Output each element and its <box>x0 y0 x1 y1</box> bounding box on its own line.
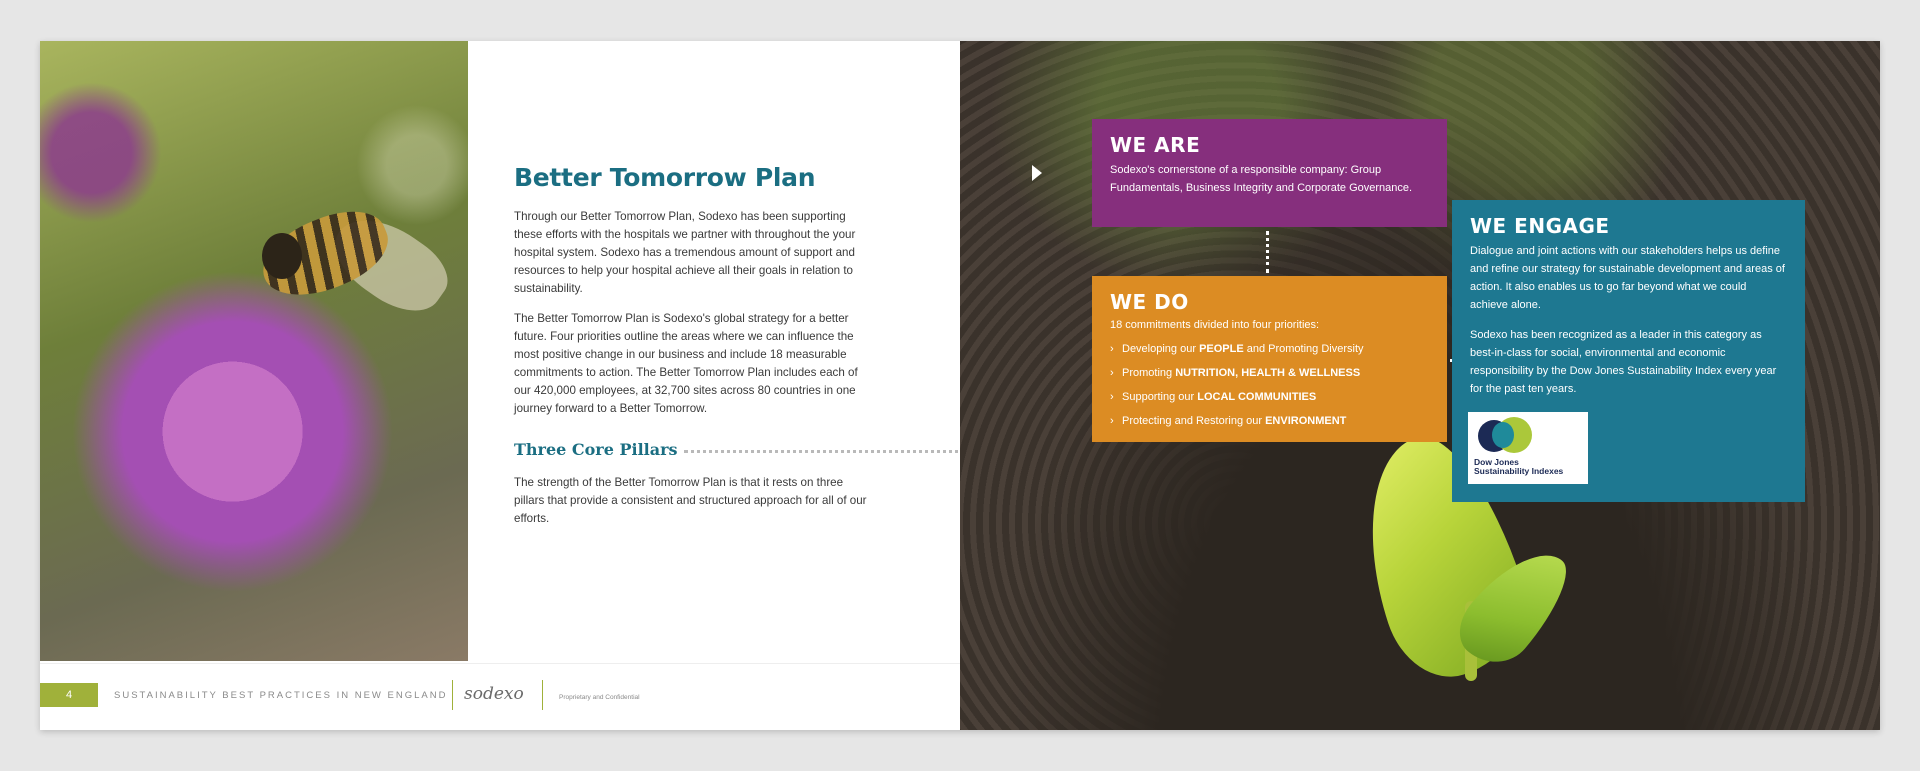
page-title: Better Tomorrow Plan <box>514 163 816 192</box>
list-item: › Promoting NUTRITION, HEALTH & WELLNESS <box>1110 364 1429 382</box>
we-do-heading: WE DO <box>1110 290 1189 314</box>
priorities-list <box>1110 340 1429 430</box>
bee-head <box>262 233 302 279</box>
chevron-right-icon: › <box>1110 391 1114 403</box>
we-are-heading: WE ARE <box>1110 133 1201 157</box>
we-do-intro: 18 commitments divided into four priorities: <box>1110 319 1320 331</box>
we-engage-box <box>1452 200 1805 502</box>
recognition-text: Sodexo has been recognized as a leader in this category as best-in-class for social, environmental and economic responsibility by the Dow Jones Sustainability Index every year for the past ten years. <box>1470 329 1777 395</box>
chevron-right-icon: › <box>1110 367 1114 379</box>
left-page <box>40 41 960 730</box>
pillars-paragraph: The strength of the Better Tomorrow Plan is that it rests on three pillars that provide a consistent and structured approach for all of our efforts. <box>514 476 867 525</box>
dj-logo-text: Dow Jones Sustainability Indexes <box>1474 457 1564 476</box>
we-do-box <box>1092 276 1447 442</box>
list-item: › Developing our PEOPLE and Promoting Diversity <box>1110 340 1429 358</box>
list-item: › Supporting our LOCAL COMMUNITIES <box>1110 388 1429 406</box>
dj-logo-circle <box>1492 422 1514 448</box>
intro-paragraph: Through our Better Tomorrow Plan, Sodexo has been supporting these efforts with the hospitals we partner with throughout the your hospital system. Sodexo has a tremendous amount of support and resources to help your hospital achieve all their goals in relation to sustainability. <box>514 210 856 295</box>
confidential-note: Proprietary and Confidential <box>559 694 640 701</box>
dow-jones-logo <box>1468 412 1588 484</box>
page-footer <box>40 663 960 730</box>
section-subhead: Three Core Pillars <box>514 440 682 459</box>
page-number: 4 <box>40 683 98 707</box>
bee-flower-photo <box>40 41 468 661</box>
chevron-right-icon: › <box>1110 343 1114 355</box>
arrow-right-icon <box>1032 165 1042 181</box>
left-content <box>514 163 874 540</box>
footer-title: SUSTAINABILITY BEST PRACTICES IN NEW ENGLAND <box>114 690 448 701</box>
we-are-box <box>1092 119 1447 227</box>
list-item: › Protecting and Restoring our ENVIRONMENT <box>1110 412 1429 430</box>
footer-divider <box>452 680 453 710</box>
footer-divider <box>542 680 543 710</box>
we-engage-heading: WE ENGAGE <box>1470 214 1610 238</box>
brochure-spread <box>40 41 1880 730</box>
right-page <box>960 41 1880 730</box>
strategy-paragraph: The Better Tomorrow Plan is Sodexo's global strategy for a better future. Four priorities outline the areas where we can influence the most positive change in our business and include 18 measurable commitments to action. The Better Tomorrow Plan includes each of our 420,000 employees, at 32,700 sites across 80 countries in one journey forward to a Better Tomorrow. <box>514 312 858 415</box>
dotted-connector <box>1266 231 1269 273</box>
sodexo-logo: sodexo <box>464 684 524 704</box>
we-engage-text: Dialogue and joint actions with our stakeholders helps us define and refine our strategy for sustainable development and areas of action. It also enables us to go far beyond what we could achieve alone. <box>1470 245 1785 311</box>
subhead-row <box>514 438 874 462</box>
we-are-text: Sodexo's cornerstone of a responsible company: Group Fundamentals, Business Integrity and Corporate Governance. <box>1110 164 1413 194</box>
dotted-connector <box>684 450 966 453</box>
chevron-right-icon: › <box>1110 415 1114 427</box>
